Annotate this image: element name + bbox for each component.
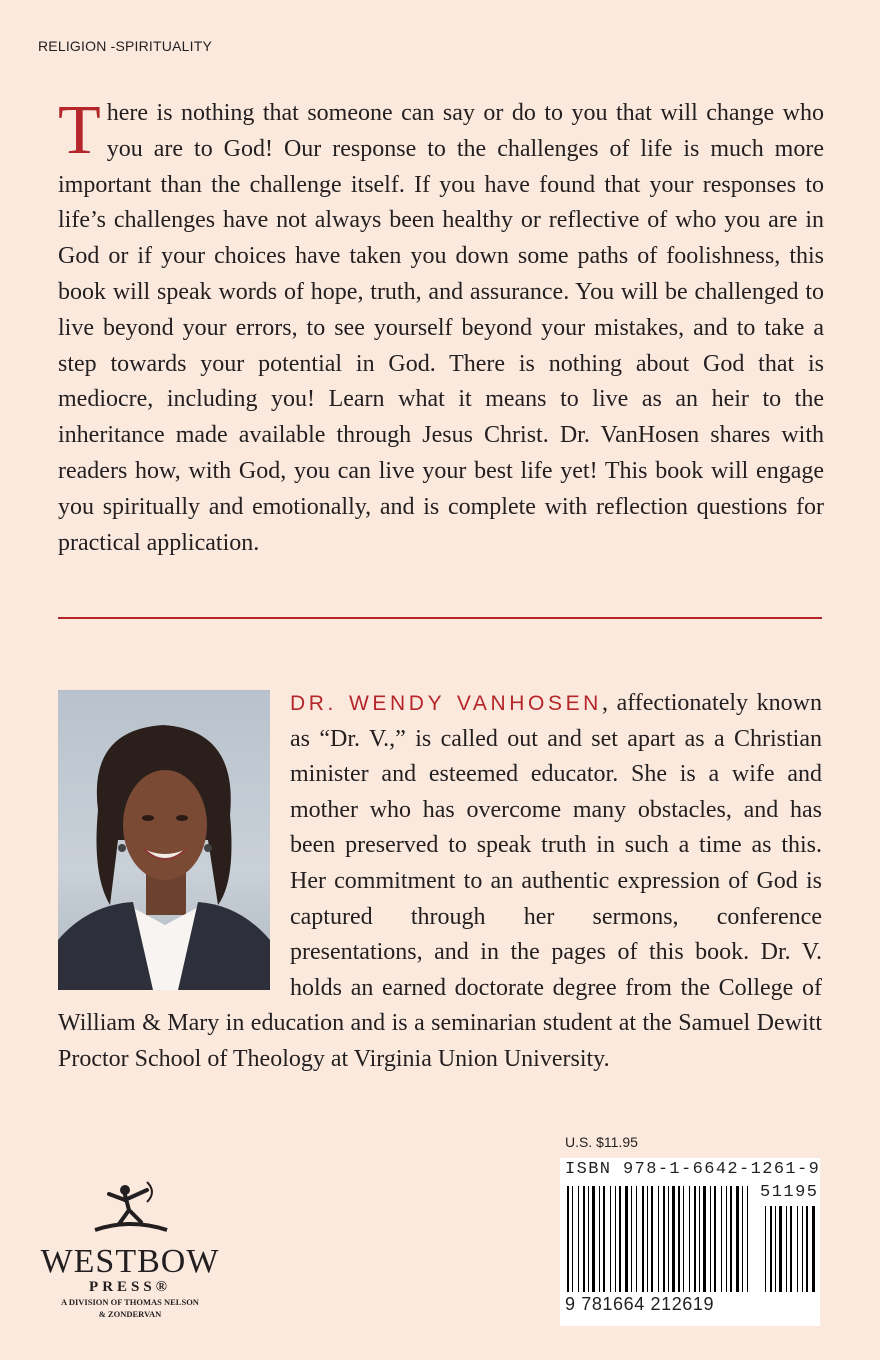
archer-icon [85, 1180, 175, 1238]
author-bio [58, 686, 822, 1078]
author-bio-text: , affectionately known as “Dr. V.,” is called out and set apart as a Christian minister and esteemed educator. She is a wife and mother who has overcome many obstacles, and has been preserved to speak truth in such a time as this. Her commitment to an authentic expression of God is captured through her sermons, conference presentations, and in the pages of this book. Dr. V. holds an earned doctorate degree from the College of William & Mary in education and is a seminarian student at the Samuel Dewitt Proctor School of Theology at Virginia Union University. [58, 690, 822, 1072]
barcode-addon-digits: 51195 [760, 1183, 819, 1202]
drop-cap: T [58, 92, 101, 169]
category-label: RELIGION -SPIRITUALITY [38, 38, 212, 54]
publisher-name: WESTBOW [40, 1243, 220, 1280]
barcode-digits: 9 781664 212619 [565, 1294, 715, 1314]
blurb-text: here is nothing that someone can say or do to you that will change who you are to God! Our response to the challenges of life is much more important than the challenge itself. If you have found that your responses to life’s challenges have not always been healthy or reflective of who you are in God or if your choices have taken you down some paths of foolishness, this book will speak words of hope, truth, and assurance. You will be challenged to live beyond your errors, to see yourself beyond your mistakes, and to take a step towards your potential in God. There is nothing about God that is mediocre, including you! Learn what it means to live as an heir to the inheritance made available through Jesus Christ. Dr. VanHosen shares with readers how, with God, you can live your best life yet! This book will engage you spiritually and emotionally, and is complete with reflection questions for practical application. [58, 100, 824, 556]
publisher-logo [30, 1180, 230, 1319]
isbn-label: ISBN 978-1-6642-1261-9 [565, 1160, 821, 1179]
section-divider [58, 617, 822, 619]
photo-spacer [58, 686, 290, 986]
publisher-division-line1: A DIVISION OF THOMAS NELSON [61, 1297, 199, 1307]
publisher-division-line2: & ZONDERVAN [98, 1309, 162, 1319]
publisher-press: PRESS® [89, 1279, 171, 1295]
price-label: U.S. $11.95 [565, 1134, 638, 1150]
back-cover-blurb [58, 92, 824, 561]
author-name: DR. WENDY VANHOSEN [290, 692, 602, 715]
